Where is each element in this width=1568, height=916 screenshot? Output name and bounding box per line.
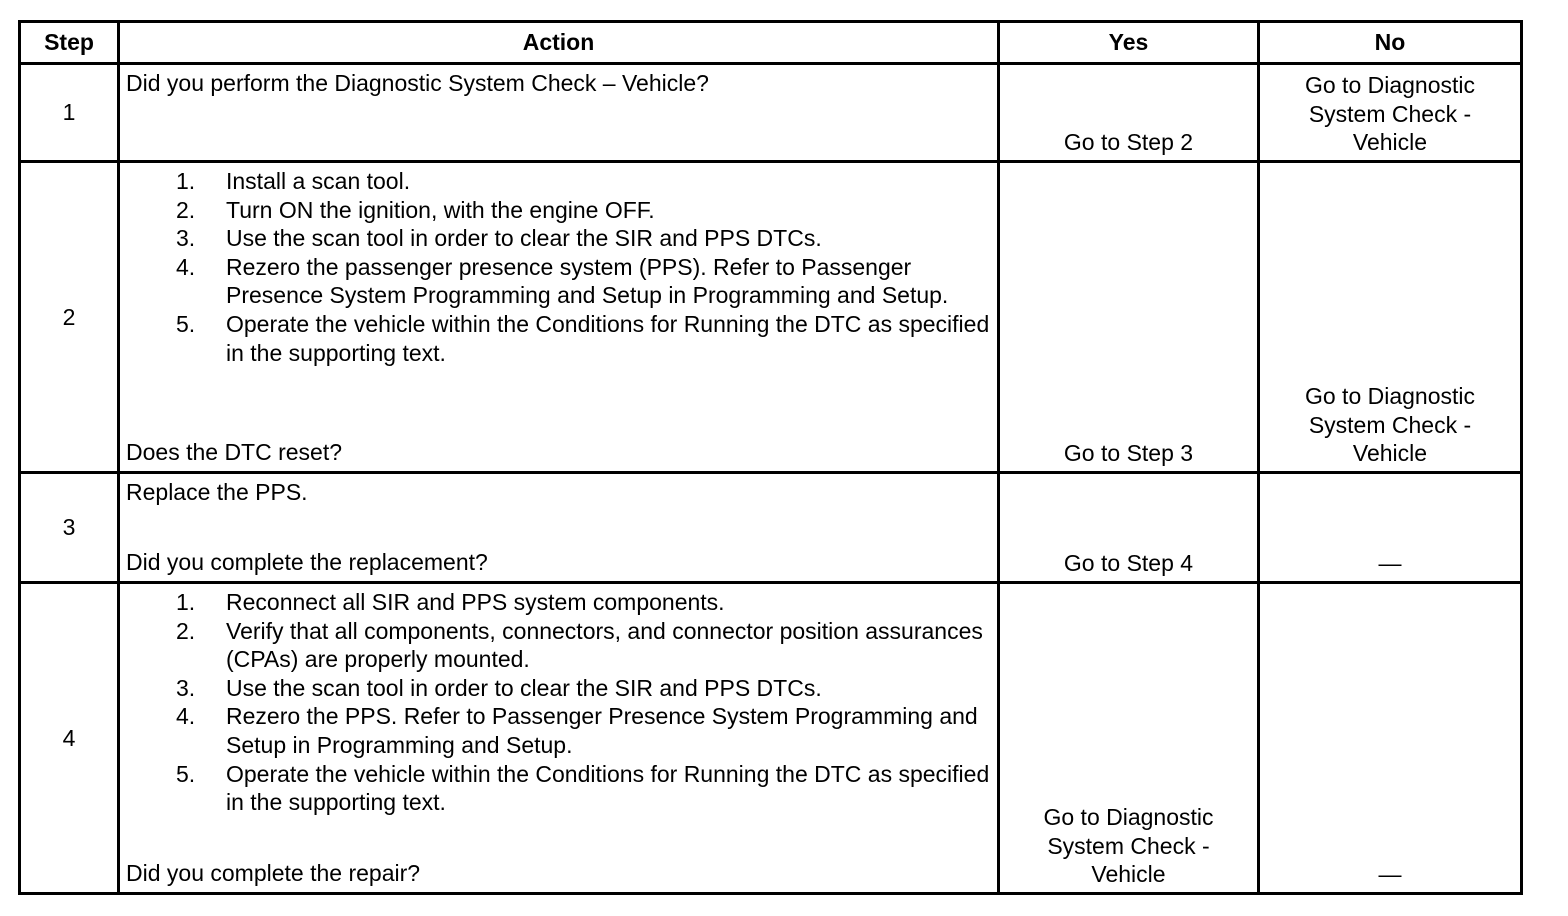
action-question: Did you perform the Diagnostic System Check – Vehicle? (126, 70, 709, 96)
no-link[interactable]: Go to Diagnostic System Check - Vehicle (1304, 72, 1476, 156)
no-value: — (1378, 861, 1402, 888)
yes-cell (999, 583, 1259, 894)
list-item: 3. Use the scan tool in order to clear the SIR and PPS DTCs. (176, 225, 822, 252)
yes-link[interactable]: Go to Step 2 (1063, 129, 1194, 156)
yes-link[interactable]: Go to Step 3 (1063, 440, 1194, 467)
action-cell (119, 583, 999, 894)
no-link[interactable]: Go to Diagnostic System Check - Vehicle (1304, 383, 1476, 467)
header-no: No (1259, 22, 1522, 64)
action-question: Did you complete the replacement? (126, 549, 488, 576)
header-row (20, 22, 1522, 64)
yes-cell (999, 64, 1259, 162)
list-item: 5. Operate the vehicle within the Conditions for Running the DTC as specified in the supporting text. (176, 310, 990, 366)
action-cell (119, 473, 999, 583)
action-cell (119, 162, 999, 473)
yes-cell (999, 162, 1259, 473)
list-item: 5. Operate the vehicle within the Conditions for Running the DTC as specified in the supporting text. (176, 760, 990, 816)
no-cell (1259, 583, 1522, 894)
list-item: 1. Reconnect all SIR and PPS system components. (176, 589, 725, 615)
no-value: — (1378, 550, 1402, 577)
action-list (126, 167, 991, 367)
table-row (20, 64, 1522, 162)
list-item: 4. Rezero the PPS. Refer to Passenger Presence System Programming and Setup in Programming and Setup. (176, 703, 978, 758)
no-cell (1259, 64, 1522, 162)
action-intro: Replace the PPS. (126, 479, 308, 505)
action-question: Did you complete the repair? (126, 860, 421, 887)
table-row (20, 162, 1522, 473)
no-cell (1259, 473, 1522, 583)
no-cell (1259, 162, 1522, 473)
yes-link[interactable]: Go to Diagnostic System Check - Vehicle (1043, 804, 1214, 888)
list-item: 4. Rezero the passenger presence system (PPS). Refer to Passenger Presence System Programming and Setup in Programming and Setup. (176, 253, 949, 309)
step-number: 2 (20, 162, 119, 473)
step-number: 4 (20, 583, 119, 894)
list-item: 2. Turn ON the ignition, with the engine OFF. (176, 196, 655, 223)
diagnostic-table (18, 20, 1523, 895)
table-row (20, 473, 1522, 583)
yes-link[interactable]: Go to Step 4 (1063, 550, 1194, 577)
action-list (126, 588, 991, 817)
list-item: 2. Verify that all components, connectors, and connector position assurances (CPAs) are properly mounted. (176, 617, 983, 673)
table-row (20, 583, 1522, 894)
header-step: Step (20, 22, 119, 64)
header-yes: Yes (999, 22, 1259, 64)
list-item: 3. Use the scan tool in order to clear the SIR and PPS DTCs. (176, 674, 822, 701)
action-cell (119, 64, 999, 162)
list-item: 1. Install a scan tool. (176, 168, 411, 194)
header-action: Action (119, 22, 999, 64)
step-number: 1 (20, 64, 119, 162)
step-number: 3 (20, 473, 119, 583)
action-question: Does the DTC reset? (126, 439, 343, 466)
yes-cell (999, 473, 1259, 583)
